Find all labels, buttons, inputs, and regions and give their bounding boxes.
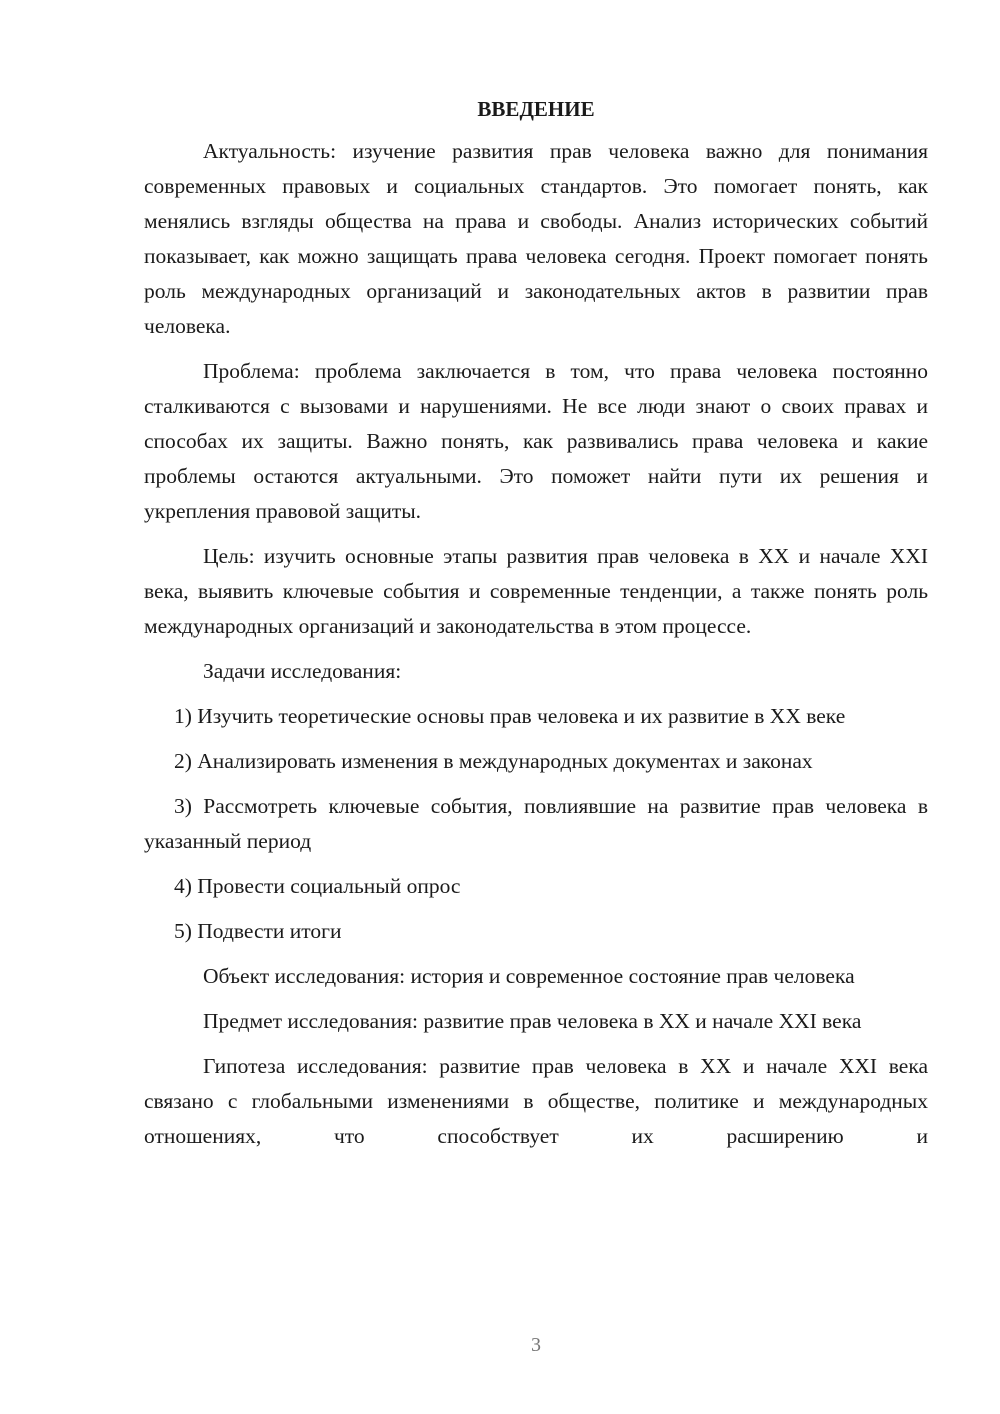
page-footer [0,1334,1000,1357]
task-item-5: 5) Подвести итоги [174,919,342,943]
relevance-paragraph: Актуальность: изучение развития прав человека важно для понимания современных правовых и социальных стандартов. Это помогает понять, как менялись взгляды общества на права и свободы. Анализ исторических событий показывает, как можно защищать права человека сегодня. Проект помогает понять роль международных организаций и законодательных актов в развитии прав человека. [144,139,928,338]
research-object-paragraph: Объект исследования: история и современное состояние прав человека [203,964,855,988]
task-item-2: 2) Анализировать изменения в международных документах и законах [174,749,813,773]
tasks-heading: Задачи исследования: [203,659,402,683]
task-item-4: 4) Провести социальный опрос [174,874,461,898]
problem-paragraph: Проблема: проблема заключается в том, что права человека постоянно сталкиваются с вызовами и нарушениями. Не все люди знают о своих правах и способах их защиты. Важно понять, как развивались права человека и какие проблемы остаются актуальными. Это поможет найти пути их решения и укрепления правовой защиты. [144,359,928,523]
task-item-3: 3) Рассмотреть ключевые события, повлиявшие на развитие прав человека в указанный период [144,794,928,853]
hypothesis-paragraph: Гипотеза исследования: развитие прав человека в XX и начале XXI века связано с глобальными изменениями в обществе, политике и международных отношениях, что способствует их расширению и [144,1054,928,1148]
task-item-1: 1) Изучить теоретические основы прав человека и их развитие в XX веке [174,704,846,728]
page-number: 3 [531,1334,541,1356]
goal-paragraph: Цель: изучить основные этапы развития прав человека в XX и начале XXI века, выявить ключевые события и современные тенденции, а также понять роль международных организаций и законодательства в этом процессе. [144,544,928,638]
document-body [144,94,928,1154]
section-title: ВВЕДЕНИЕ [477,97,595,121]
research-subject-paragraph: Предмет исследования: развитие прав человека в XX и начале XXI века [203,1009,862,1033]
